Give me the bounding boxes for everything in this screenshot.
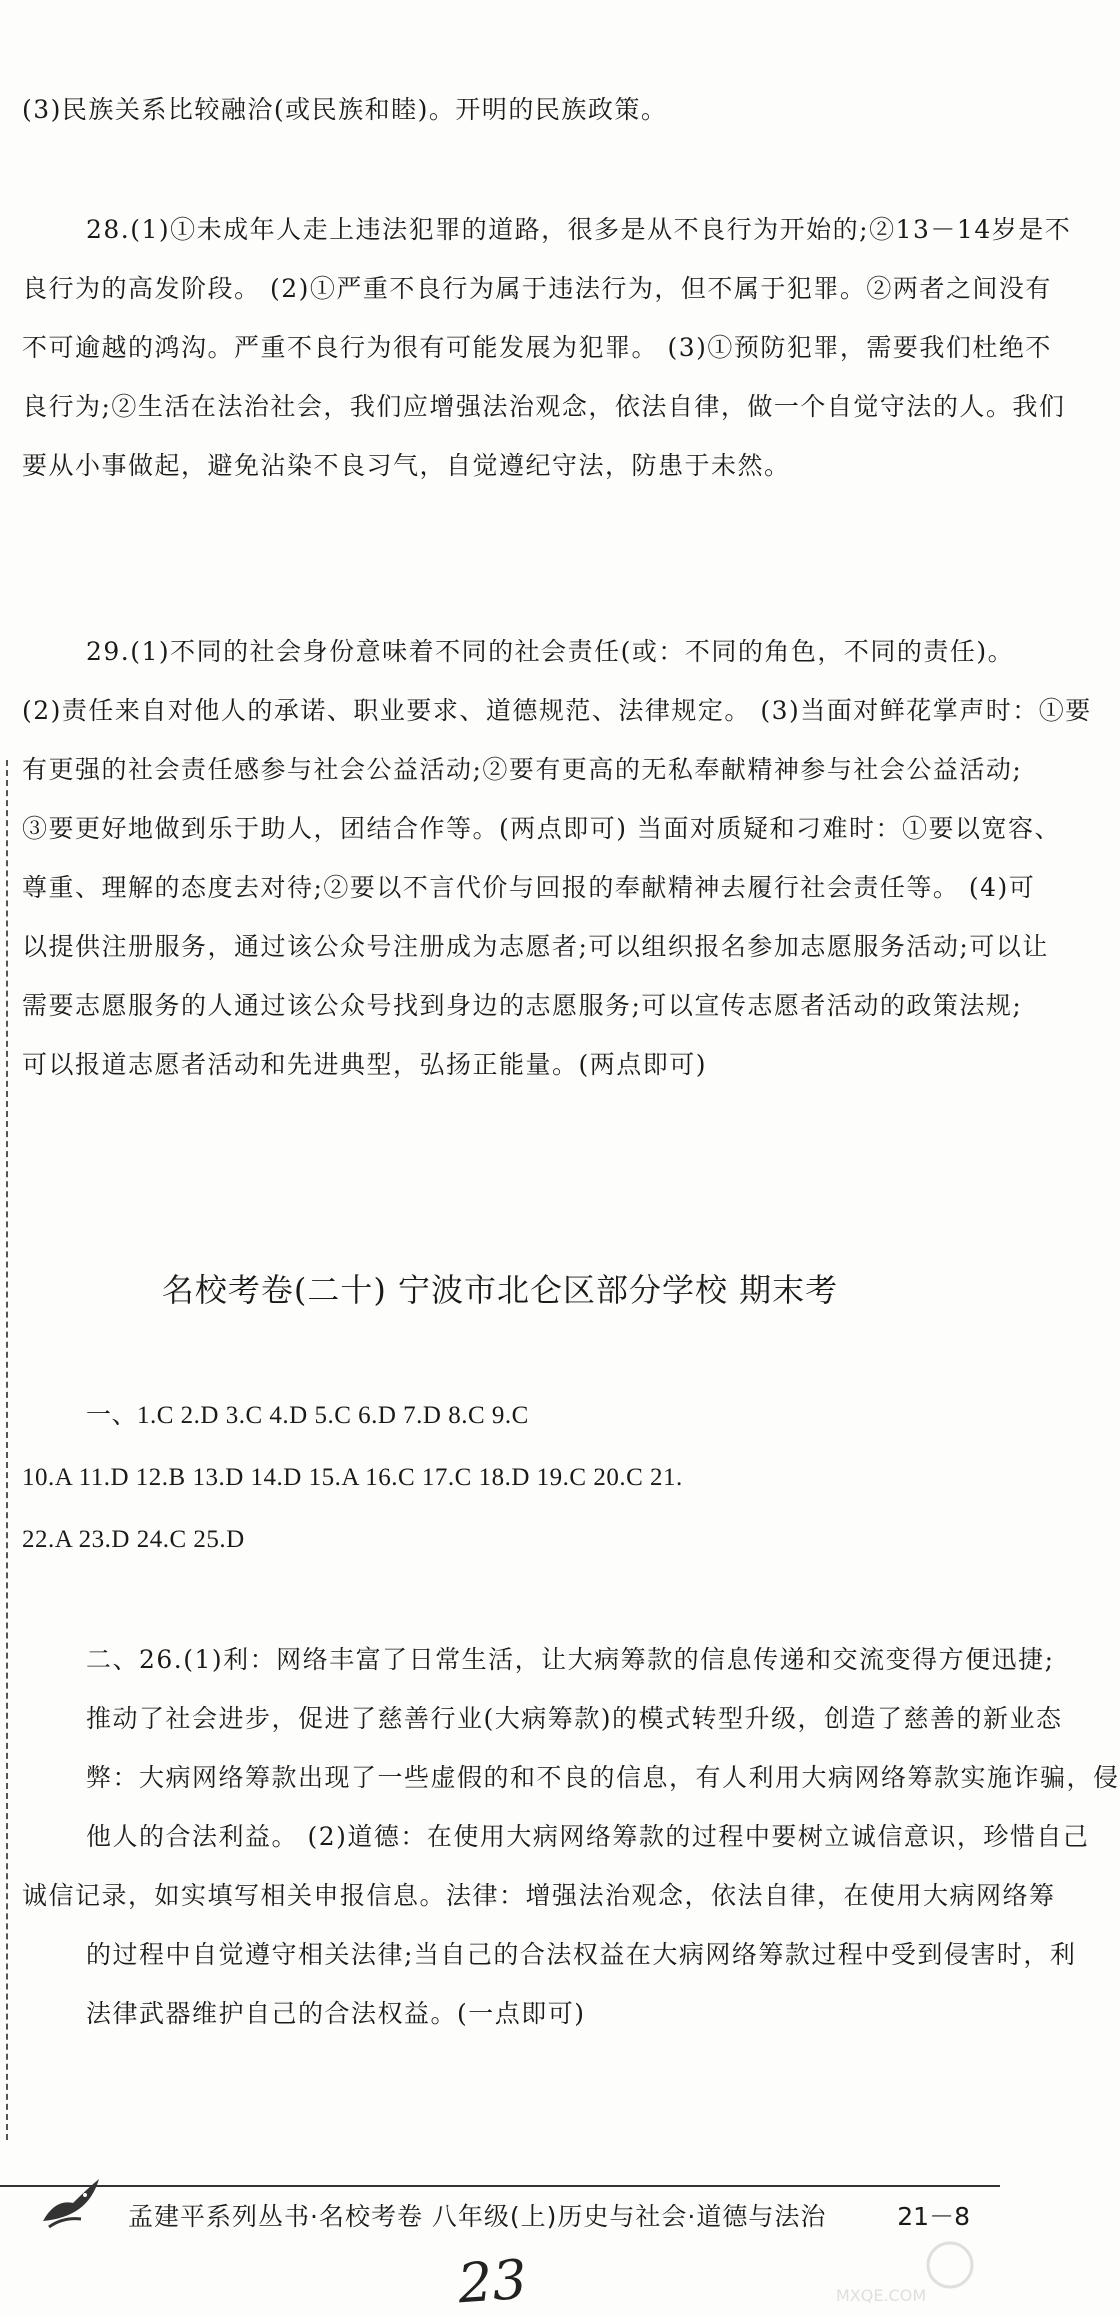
watermark-logo-icon <box>830 2237 980 2307</box>
bird-logo-icon <box>35 2169 105 2239</box>
text-line: 的过程中自觉遵守相关法律;当自己的合法权益在大病网络筹款过程中受到侵害时，利 <box>86 1940 1077 1969</box>
q27-tail-block <box>22 80 980 139</box>
answer-line: 一、1.C 2.D 3.C 4.D 5.C 6.D 7.D 8.C 9.C <box>86 1402 529 1429</box>
q28-block <box>22 200 1072 495</box>
text-line: 29.(1)不同的社会身份意味着不同的社会责任(或：不同的角色，不同的责任)。 <box>86 637 1015 666</box>
handwritten-page-mark: 23 <box>455 2247 529 2316</box>
text-line: 28.(1)①未成年人走上违法犯罪的道路，很多是从不良行为开始的;②13－14岁是不 <box>86 215 1072 244</box>
text-line: 有更强的社会责任感参与社会公益活动;②要有更高的无私奉献精神参与社会公益活动; <box>22 755 1023 784</box>
text-line: 良行为的高发阶段。 (2)①严重不良行为属于违法行为，但不属于犯罪。②两者之间没有 <box>22 274 1052 303</box>
q26-block <box>22 1630 1120 2043</box>
binding-dashed-line <box>6 760 8 2140</box>
watermark-text: MXQE.COM <box>836 2286 927 2305</box>
q29-block <box>22 622 1092 1094</box>
text-line: 以提供注册服务，通过该公众号注册成为志愿者;可以组织报名参加志愿服务活动;可以让 <box>22 932 1049 961</box>
text-line: (2)责任来自对他人的承诺、职业要求、道德规范、法律规定。 (3)当面对鲜花掌声时：①要 <box>22 696 1092 725</box>
section-title: 名校考卷(二十) 宁波市北仑区部分学校 期末考 <box>161 1271 839 1309</box>
text-line: 法律武器维护自己的合法权益。(一点即可) <box>86 1999 586 2028</box>
answer-line: 10.A 11.D 12.B 13.D 14.D 15.A 16.C 17.C 18.D 19.C 20.C 21. <box>22 1464 683 1491</box>
text-line: 他人的合法利益。 (2)道德：在使用大病网络筹款的过程中要树立诚信意识，珍惜自己 <box>86 1822 1090 1851</box>
text-line: 尊重、理解的态度去对待;②要以不言代价与回报的奉献精神去履行社会责任等。 (4)可 <box>22 873 1036 902</box>
text-line: 需要志愿服务的人通过该公众号找到身边的志愿服务;可以宣传志愿者活动的政策法规; <box>22 991 1023 1020</box>
text-line: 诚信记录，如实填写相关申报信息。法律：增强法治观念，依法自律，在使用大病网络筹 <box>22 1881 1056 1910</box>
text-line: 弊：大病网络筹款出现了一些虚假的和不良的信息，有人利用大病网络筹款实施诈骗，侵 <box>86 1763 1120 1792</box>
text-line: (3)民族关系比较融洽(或民族和睦)。开明的民族政策。 <box>22 95 668 124</box>
text-line: 推动了社会进步，促进了慈善行业(大病筹款)的模式转型升级，创造了慈善的新业态 <box>86 1704 1063 1733</box>
choice-answers-block <box>22 1385 980 1571</box>
text-line: 可以报道志愿者活动和先进典型，弘扬正能量。(两点即可) <box>22 1050 708 1079</box>
text-line: 不可逾越的鸿沟。严重不良行为很有可能发展为犯罪。 (3)①预防犯罪，需要我们杜绝不 <box>22 333 1052 362</box>
text-line: 良行为;②生活在法治社会，我们应增强法治观念，依法自律，做一个自觉守法的人。我们 <box>22 392 1066 421</box>
answer-line: 22.A 23.D 24.C 25.D <box>22 1526 245 1553</box>
text-line: ③要更好地做到乐于助人，团结合作等。(两点即可) 当面对质疑和刁难时：①要以宽容、 <box>22 814 1061 843</box>
text-line: 要从小事做起，避免沾染不良习气，自觉遵纪守法，防患于未然。 <box>22 451 791 480</box>
footer-series-title: 孟建平系列丛书·名校考卷 八年级(上)历史与社会·道德与法治 <box>128 2202 827 2231</box>
page-number: 21－8 <box>897 2202 970 2231</box>
text-line: 二、26.(1)利：网络丰富了日常生活，让大病筹款的信息传递和交流变得方便迅捷; <box>86 1645 1055 1674</box>
